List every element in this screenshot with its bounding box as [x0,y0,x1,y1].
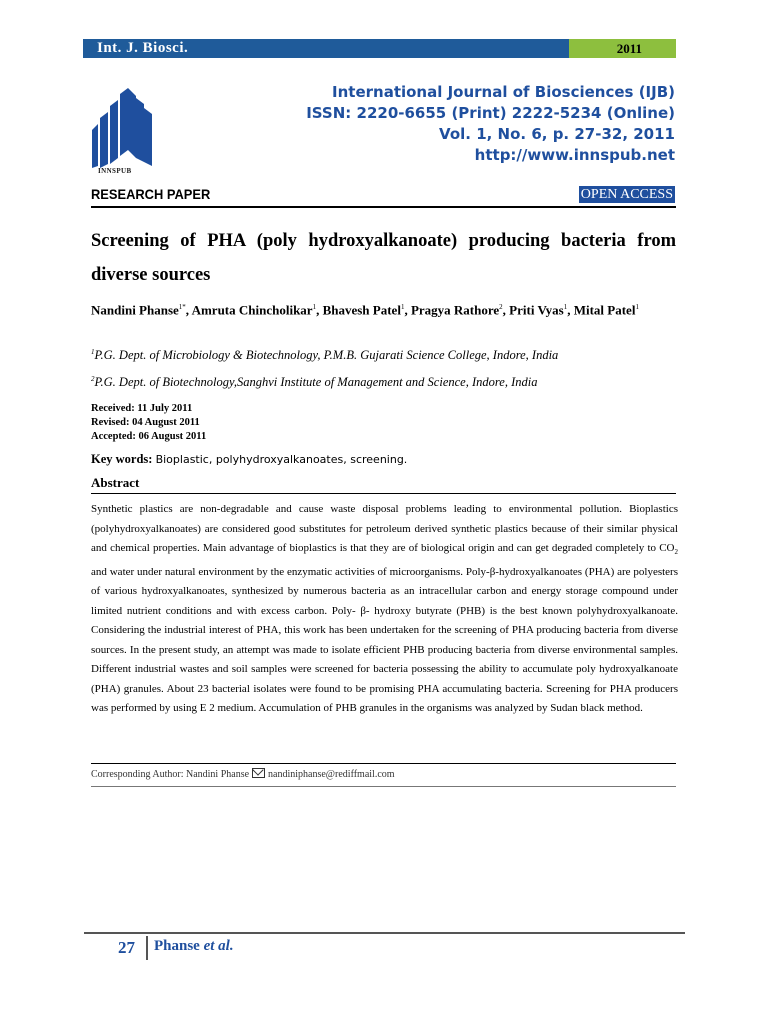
author-name: Mital Patel [573,302,636,318]
author-name: Priti Vyas [509,302,564,318]
corresponding-divider [91,786,676,787]
author-affil-mark: 1 [563,303,568,311]
article-type: RESEARCH PAPER [91,186,211,202]
innspub-logo [90,84,160,178]
affiliation-2: $^2$P.G. Dept. of Biotechnology,Sanghvi Institute of Management and Science, Indore, India [91,375,538,390]
footer-divider [84,932,685,934]
author-affil-mark: 1 [400,303,405,311]
abstract-divider [91,493,676,494]
header-divider [91,206,676,208]
author-affil-mark: 1 [635,303,639,311]
page-number: 27 [118,938,135,957]
logo-text: INNSPUB [98,167,132,175]
abstract-end-divider [91,763,676,764]
header-bar [83,39,676,58]
author-list: Nandini Phanse$^{1*}$, Amruta Chincholikar$^1$, Bhavesh Patel$^1$, Pragya Rathore$^2$, Priti Vyas$^1$, Mital Patel$^1$ [91,302,639,318]
author-affil-mark: 1* [178,303,186,311]
author-name: Bhavesh Patel [322,302,401,318]
footer-author: Phanse et al. [154,938,234,954]
affiliation-1: $^1$P.G. Dept. of Microbiology & Biotechnology, P.M.B. Gujarati Science College, Indore, India [91,348,559,363]
abstract-heading: Abstract [91,475,140,490]
accepted-date: Accepted: 06 August 2011 [91,431,207,442]
revised-date: Revised: 04 August 2011 [91,417,200,428]
article-dates [91,402,206,444]
journal-url[interactable]: http://www.innspub.net [474,146,675,164]
keywords-label: Key words: [91,452,153,466]
author-name: Pragya Rathore [410,302,500,318]
author-name: Amruta Chincholikar [191,302,313,318]
corresponding-email[interactable]: nandiniphanse@rediffmail.com [268,769,395,780]
mail-icon [252,768,265,778]
journal-volume: Vol. 1, No. 6, p. 27-32, 2011 [439,125,675,143]
header-year: 2011 [569,39,676,58]
author-affil-mark: 1 [312,303,317,311]
open-access-badge: OPEN ACCESS [580,187,673,202]
author-name: Nandini Phanse [91,302,179,318]
journal-short-title: Int. J. Biosci. [83,39,569,58]
paper-title: Screening of PHA (poly hydroxyalkanoate) producing bacteria from diverse sources [91,231,676,285]
keywords-value: Bioplastic, polyhydroxyalkanoates, screening. [155,453,408,466]
journal-name: International Journal of Biosciences (IJB) [332,83,675,101]
corresponding-author: Corresponding Author: Nandini Phanse nandiniphanse@rediffmail.com [91,769,395,780]
abstract-text: Synthetic plastics are non-degradable and cause waste disposal problems leading to environmental pollution. Bioplastics (polyhydroxyalkanoates) are considered good substitutes for petroleum derived synthetic plastics because of their similar physical and chemical properties. Main advantage of bioplastics is that they are of biological origin and can get degraded completely to $CO_2$ and water under natural environment by the enzymatic activities of microorganisms. Poly-β-hydroxyalkanoates (PHA) are polyesters of various hydroxyalkanoates, synthesized by numerous bacteria as an intracellular carbon and energy storage compound under limited nutrient conditions and with excess carbon. Poly- β- hydroxy butyrate (PHB) is the best known polyhydroxyalkanoate. Considering the industrial interest of PHA, this work has been undertaken for the screening of PHA producing bacteria from diverse sources. In the present study, an attempt was made to isolate efficient PHB producing bacteria from diverse environmental samples. Different industrial wastes and soil samples were screened for bacteria possessing the ability to accumulate poly hydroxyalkanoate (PHA) granules. About 23 bacterial isolates were found to be promising PHA accumulating bacteria. Screening for PHA producers was performed by using E 2 medium. Accumulation of PHB granules in the organisms was analyzed by Sudan black method. [91,503,678,715]
footer-separator [146,936,148,960]
keywords [91,452,407,467]
received-date: Received: 11 July 2011 [91,403,193,414]
author-affil-mark: 2 [499,303,503,311]
journal-issn: ISSN: 2220-6655 (Print) 2222-5234 (Online) [306,104,675,122]
journal-info [306,82,675,166]
